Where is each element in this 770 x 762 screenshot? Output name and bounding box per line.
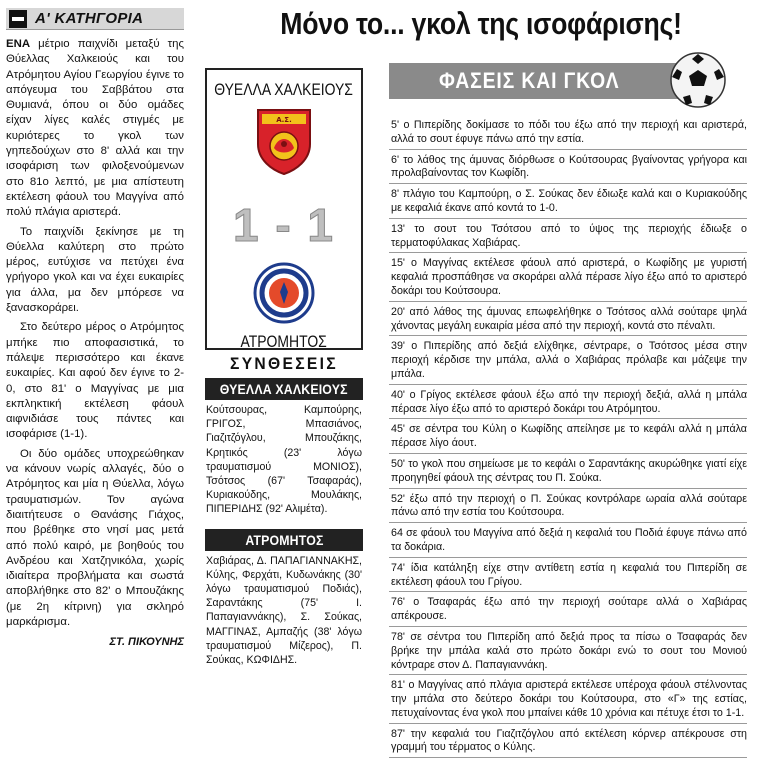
highlights-title: ΦΑΣΕΙΣ ΚΑΙ ΓΚΟΛ — [439, 68, 620, 93]
home-team-name: ΘΥΕΛΛΑ ΧΑΛΚΕΙΟΥΣ — [214, 80, 354, 99]
away-lineup-header: ΑΤΡΟΜΗΤΟΣ — [205, 529, 363, 551]
svg-text:Α.Σ.: Α.Σ. — [276, 116, 292, 124]
event-item: 13' το σουτ του Τσότσου από το ύψος της περιοχής έδιωξε ο τερματοφύλακας Χαβιάρας. — [389, 223, 747, 254]
away-lineup: Χαβιάρας, Δ. ΠΑΠΑΓΙΑΝΝΑΚΗΣ, Κύλης, Φερχάτι, Κυδωνάκης (30' λόγω τραυματισμού Ποδιάς), Σαραντάκης (75' Ι. Παπαγιαννάκης), Σ. Σούκας, ΜΑΓΓΙΝΑΣ, Αμπαζής (38' λόγω τραυματισμού Μίζερος), Π. Σούκας, ΚΩΦΙΔΗΣ. — [206, 554, 362, 667]
events-list — [389, 119, 747, 758]
soccer-ball-icon — [669, 51, 727, 109]
event-item: 52' έξω από την περιοχή ο Π. Σούκας κοντρόλαρε ωραία αλλά σούταρε πάνω από την εστία του Κούτσουρα. — [389, 493, 747, 524]
away-crest-icon — [253, 262, 315, 324]
event-item: 40' ο Γρίγος εκτέλεσε φάουλ έξω από την περιοχή δεξιά, αλλά η μπάλα πέρασε λίγο έξω από το αριστερό δοκάρι του Ατρόμητου. — [389, 389, 747, 420]
article-body — [6, 37, 184, 630]
lineups-title: ΣΥΝΘΕΣΕΙΣ — [230, 354, 338, 373]
event-item: 78' σε σέντρα του Πιπερίδη από δεξιά προς τα πίσω ο Τσαφαράς δεν βρήκε την μπάλα καλά στο πρώτο δοκάρι ενώ το σουτ του Μονιού κόντραρε στον Δ. Παπαγιαννάκη. — [389, 631, 747, 675]
author-byline: ΣΤ. ΠΙΚΟΥΝΗΣ — [109, 636, 184, 649]
event-item: 81' ο Μαγγίνας από πλάγια αριστερά εκτέλεσε υπέροχα φάουλ στέλνοντας την μπάλα στο δεύτερο δοκάρι του Κούτσουρα, στο «Γ» της εστίας, πετυχαίνοντας ένα γκολ που μπαίνει κάθε 10 χρόνια και πέτυχε έτσι το 1-1. — [389, 679, 747, 723]
event-item: 20' από λάθος της άμυνας επωφελήθηκε ο Τσότσος αλλά σούταρε ψηλά χάνοντας μεγάλη ευκαιρία μέσα από την περιοχή, κοντά στο πέναλτι. — [389, 306, 747, 337]
event-item: 45' σε σέντρα του Κύλη ο Κωφίδης απείλησε με το κεφάλι αλλά η μπάλα πέρασε λίγο άουτ. — [389, 423, 747, 454]
home-lineup-header: ΘΥΕΛΛΑ ΧΑΛΚΕΙΟΥΣ — [205, 378, 363, 400]
article-column — [6, 8, 184, 648]
highlights-header — [389, 63, 747, 99]
scoreboard — [205, 68, 363, 350]
lead-word: ΕΝΑ — [6, 38, 31, 50]
paragraph-1: ΕΝΑ μέτριο παιχνίδι μεταξύ της Θύελλας Χαλκειούς και του Ατρόμητου Αγίου Γεωργίου έγινε το απόγευμα του Σαββάτου στα Θυμιανά, όπου οι δύο ομάδες είχαν λίγες καλές στιγμές με κυριότερες το γκολ των γηπεδούχων στο 8' αλλά και την ισοφάριση των φιλοξενούμενων στο 81ο λεπτό, με μια απίστευτη εκτέλεση φάουλ του Μαγγίνα από πολύ πλάγια αριστερά. — [6, 38, 184, 219]
highlights-section — [389, 63, 747, 762]
event-item: 76' ο Τσαφαράς έξω από την περιοχή σούταρε αλλά ο Χαβιάρας απέκρουσε. — [389, 596, 747, 627]
event-item: 39' ο Πιπερίδης από δεξιά ελίχθηκε, σέντραρε, ο Τσότσος μέσα στην περιοχή κέρδισε την μπάλα, αλλά ο Χαβιάρας πρόλαβε και μάζεψε την μπάλα. — [389, 340, 747, 384]
lineups-section — [205, 354, 363, 667]
minus-box-icon — [9, 10, 27, 28]
event-item: 6' το λάθος της άμυνας διόρθωσε ο Κούτσουρας βγαίνοντας γρήγορα και προλαβαίνοντας τον Κωφίδη. — [389, 154, 747, 185]
event-item: 74' ίδια κατάληξη είχε στην αντίθετη εστία η κεφαλιά του Πιπερίδη σε εκτέλεση φάουλ του Γρίγου. — [389, 562, 747, 593]
away-team-name: ΑΤΡΟΜΗΤΟΣ — [240, 332, 328, 351]
event-item: 87' την κεφαλιά του Γιαζιτζόγλου από εκτέλεση κόρνερ απέκρουσε στη γραμμή του τέρματος ο Κύλης. — [389, 728, 747, 759]
event-item: 64 σε φάουλ του Μαγγίνα από δεξιά η κεφαλιά του Ποδιά έφυγε πάνω από τα δοκάρια. — [389, 527, 747, 558]
category-bar — [6, 8, 184, 30]
home-lineup: Κούτσουρας, Καμπούρης, ΓΡΙΓΟΣ, Μπασιάνος, Γιαζιτζόγλου, Μπουζάκης, Κρητικός (23' λόγω τραυματισμού ΜΟΝΙΟΣ), Τσότσος (67' Τσαφαράς), Κυριακούδης, Μουλάκης, ΠΙΠΕΡΙΔΗΣ (92' Αλιμέτα). — [206, 404, 362, 516]
event-item: 8' πλάγιο του Καμπούρη, ο Σ. Σούκας δεν έδιωξε καλά και ο Κυριακούδης με κεφαλιά έκανε από κοντά το 1-0. — [389, 188, 747, 219]
category-title: Α' ΚΑΤΗΓΟΡΙΑ — [35, 10, 144, 27]
event-item: 50' το γκολ που σημείωσε με το κεφάλι ο Σαραντάκης ακυρώθηκε γιατί είχε προηγηθεί φάουλ της σέντρας του Π. Σούκα. — [389, 458, 747, 489]
final-score: 1 - 1 — [232, 199, 336, 251]
event-item: 5' ο Πιπερίδης δοκίμασε το πόδι του έξω από την περιοχή και αριστερά, αλλά το σουτ έφυγε πάνω από την εστία. — [389, 119, 747, 150]
highlights-title-bar — [389, 63, 699, 99]
headline: Μόνο το... γκολ της ισοφάρισης! — [280, 6, 682, 41]
paragraph-3: Στο δεύτερο μέρος ο Ατρόμητος μπήκε πιο αποφασιστικά, το πάλεψε περισσότερο και έκανε ευκαιρίες. Και αφού δεν έγινε το 2-0, στο 81' ο Μαγγίνας με μια εκπληκτική εκτέλεση φάουλ αιφνιδιάσε τους πάντες και ισοφάρισε (1-1). — [6, 321, 184, 441]
event-item: 15' ο Μαγγίνας εκτέλεσε φάουλ από αριστερά, ο Κωφίδης με γυριστή κεφαλιά προσπάθησε να σκοράρει αλλά πέρασε λίγο έξω από το αριστερό δοκάρι του Κούτσουρα. — [389, 257, 747, 301]
paragraph-2: Το παιχνίδι ξεκίνησε με τη Θύελλα καλύτερη στο πρώτο μέρος, ευτύχισε να πετύχει ένα γρήγορο γκολ και να έχει ευκαιρίες για άλλα, μα δεν μπόρεσε να ξανασκοράρει. — [6, 225, 184, 315]
paragraph-4: Οι δύο ομάδες υποχρεώθηκαν να κάνουν νωρίς αλλαγές, δύο ο Ατρόμητος και μία η Θύελλα, λόγω τραυματισμών. Τον αγώνα διαιτήτευσε ο Θανάσης Γιάχος, που βρέθηκε στο νησί μας μετά από πολύ καιρό, με βοηθούς του Ανδρέου και Χατζηνικόλα, χωρίς ιδιαίτερα προβλήματα και σωστά αποβλήθηκε στο 82' ο Μπουζάκης (με 2η κίτρινη) για σκληρό μαρκάρισμα. — [6, 447, 184, 628]
home-crest-icon — [252, 106, 316, 176]
